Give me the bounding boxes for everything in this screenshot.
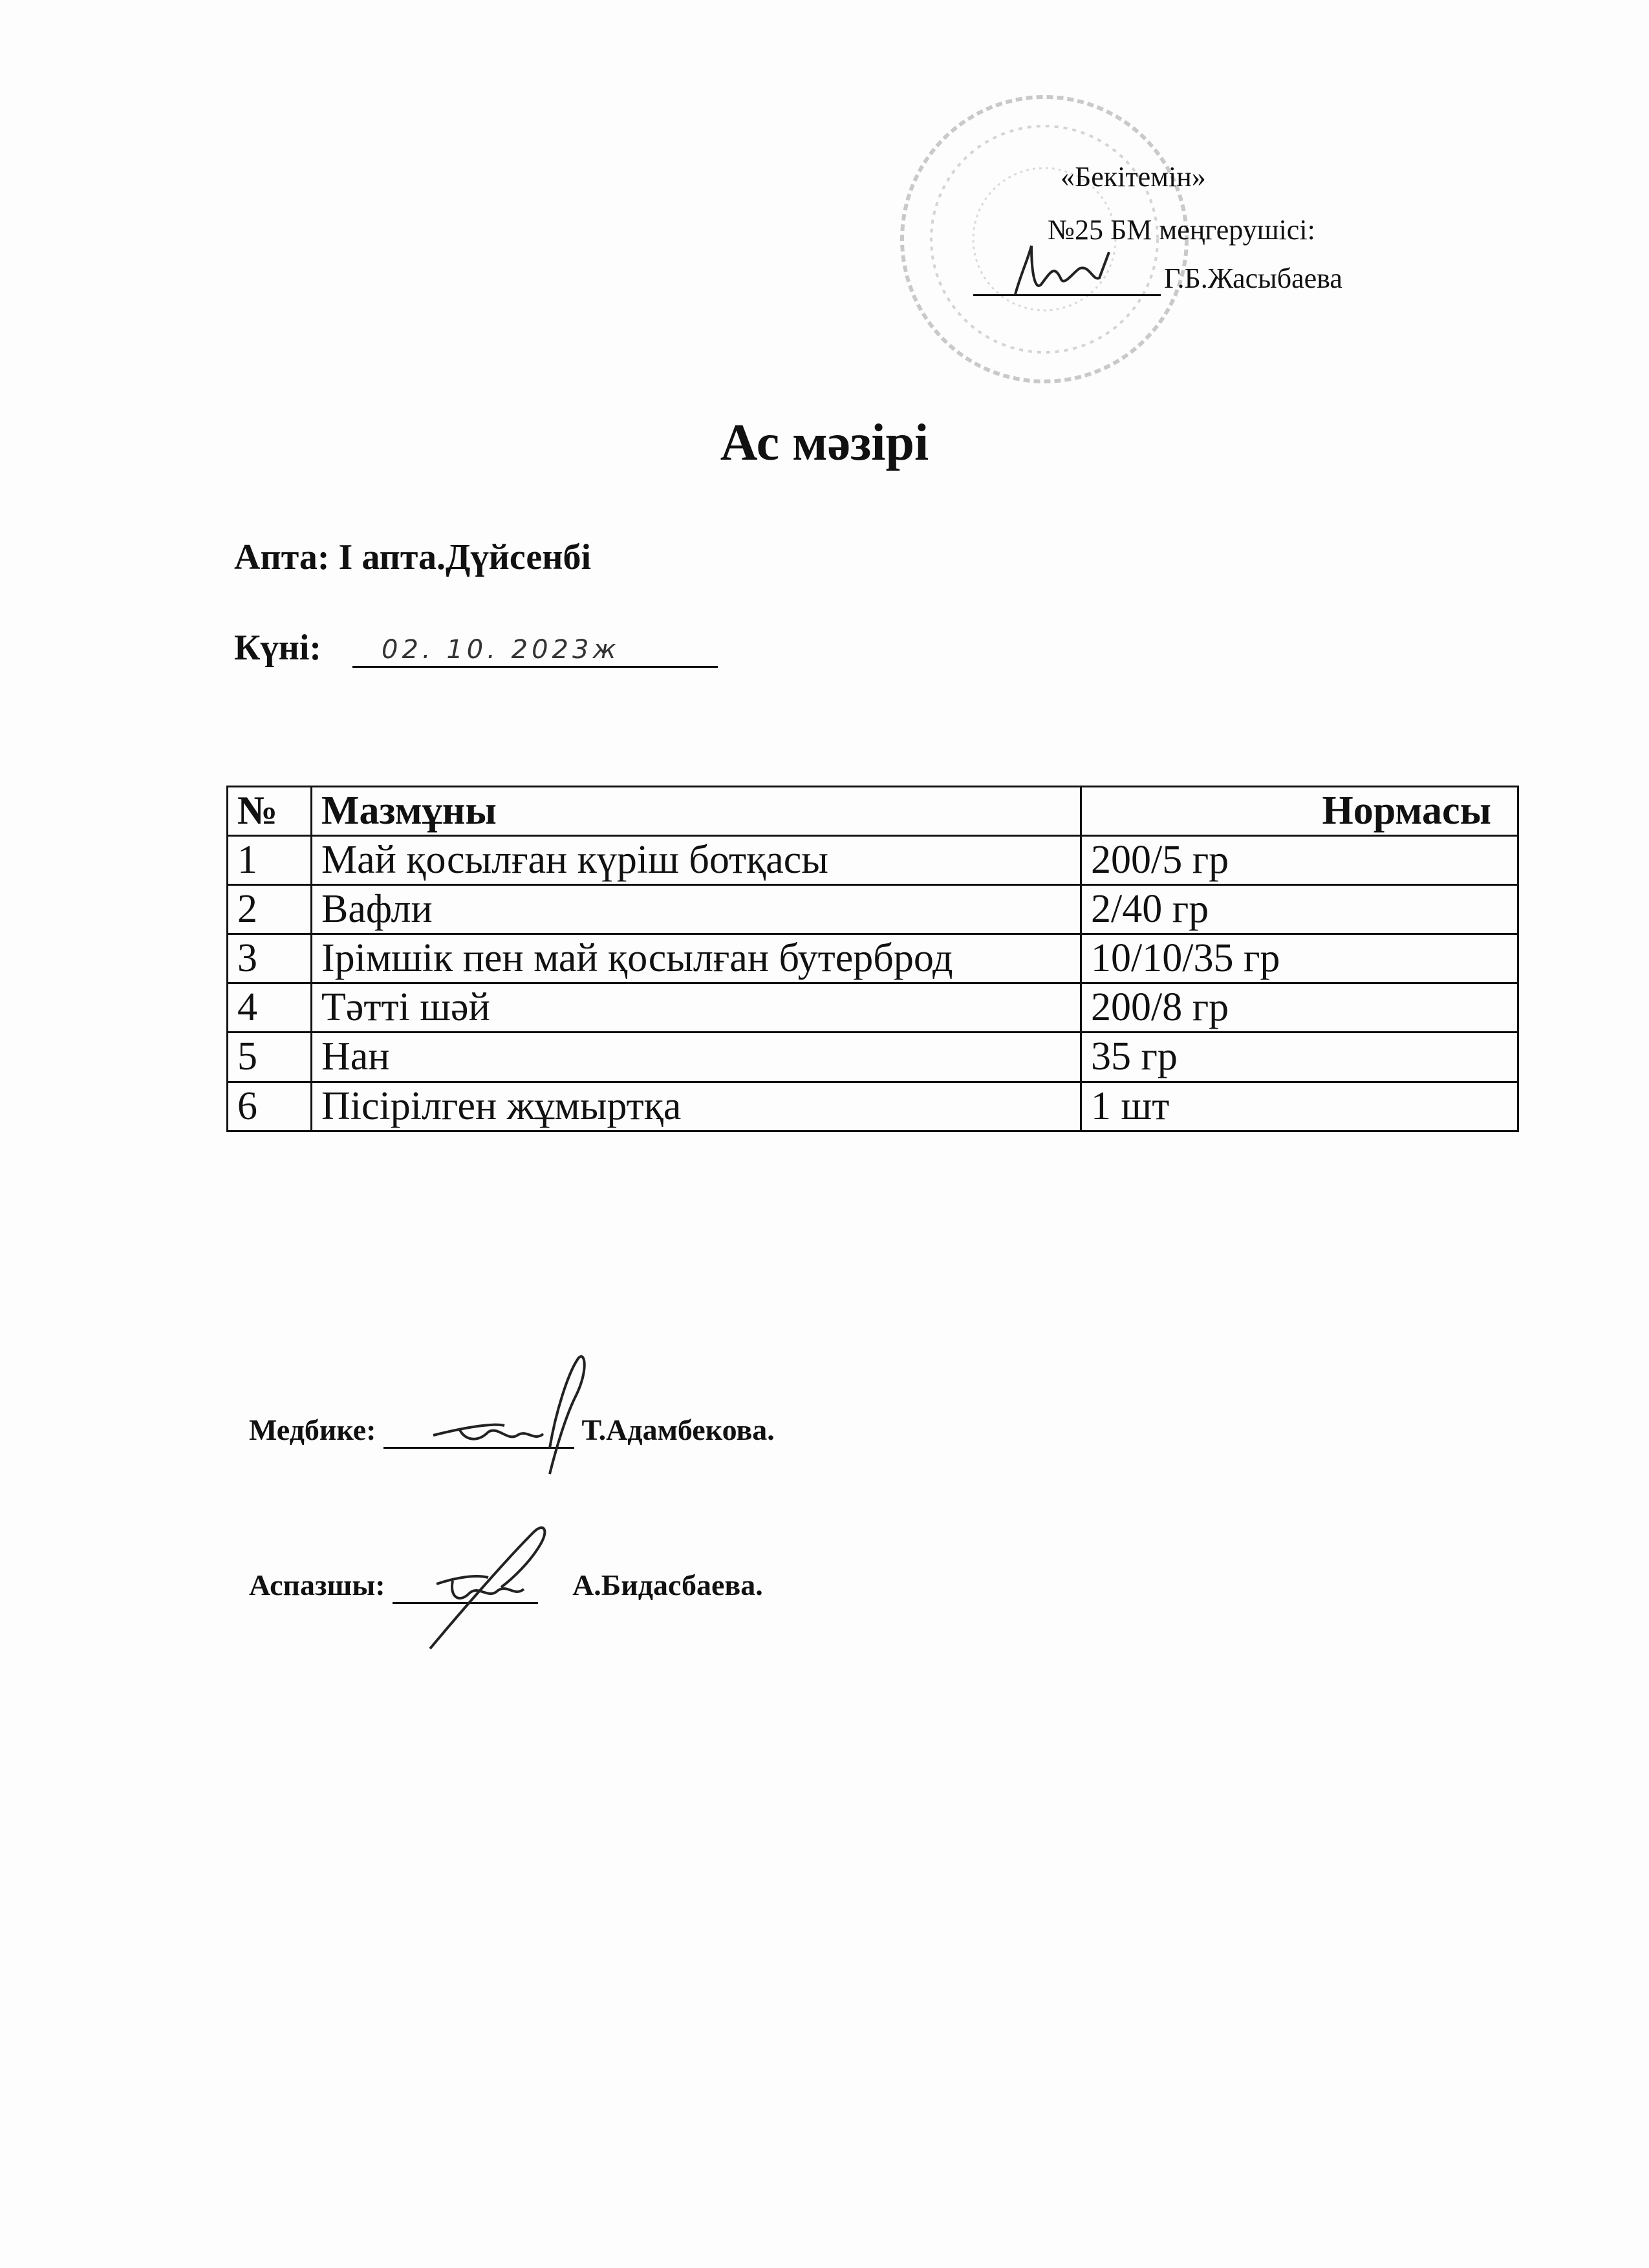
approval-heading: «Бекітемін»	[1061, 161, 1206, 193]
approval-position: №25 БМ меңгерушісі:	[1048, 214, 1315, 246]
row-norm: 200/8 гр	[1081, 983, 1518, 1032]
row-norm: 1 шт	[1081, 1082, 1518, 1131]
header-norm: Нормасы	[1081, 787, 1518, 836]
table-row	[228, 1082, 1518, 1131]
cook-label: Аспазшы:	[249, 1568, 385, 1601]
row-content: Май қосылған күріш ботқасы	[312, 836, 1081, 885]
nurse-label: Медбике:	[249, 1413, 376, 1446]
menu-table	[226, 786, 1519, 1132]
row-content: Тәтті шәй	[312, 983, 1081, 1032]
row-content: Ірімшік пен май қосылған бутерброд	[312, 934, 1081, 983]
row-norm: 2/40 гр	[1081, 885, 1518, 934]
date-line	[352, 666, 718, 668]
week-value: I апта.Дүйсенбі	[338, 537, 592, 577]
table-row	[228, 885, 1518, 934]
nurse-name: Т.Адамбекова.	[581, 1413, 775, 1446]
table-row	[228, 983, 1518, 1032]
nurse-signature	[420, 1345, 614, 1487]
date-handwritten: 02. 10. 2023ж	[382, 635, 620, 665]
row-norm: 200/5 гр	[1081, 836, 1518, 885]
director-signature	[1002, 233, 1132, 310]
page-title: Ас мәзірі	[720, 414, 929, 471]
table-header-row	[228, 787, 1518, 836]
row-number: 3	[228, 934, 312, 983]
row-number: 2	[228, 885, 312, 934]
row-norm: 35 гр	[1081, 1032, 1518, 1082]
row-number: 4	[228, 983, 312, 1032]
week-line	[234, 537, 591, 578]
cook-name: А.Бидасбаева.	[572, 1568, 763, 1601]
row-content: Вафли	[312, 885, 1081, 934]
header-content: Мазмұны	[312, 787, 1081, 836]
table-row	[228, 1032, 1518, 1082]
row-number: 5	[228, 1032, 312, 1082]
row-content: Нан	[312, 1032, 1081, 1082]
row-norm: 10/10/35 гр	[1081, 934, 1518, 983]
date-label: Күні:	[234, 628, 322, 668]
table-row	[228, 836, 1518, 885]
director-name: Г.Б.Жасыбаева	[1164, 262, 1342, 294]
row-number: 6	[228, 1082, 312, 1131]
week-label: Апта:	[234, 537, 330, 577]
table-row	[228, 934, 1518, 983]
row-content: Пісірілген жұмыртқа	[312, 1082, 1081, 1131]
row-number: 1	[228, 836, 312, 885]
header-number: №	[228, 787, 312, 836]
cook-signature	[424, 1513, 579, 1655]
